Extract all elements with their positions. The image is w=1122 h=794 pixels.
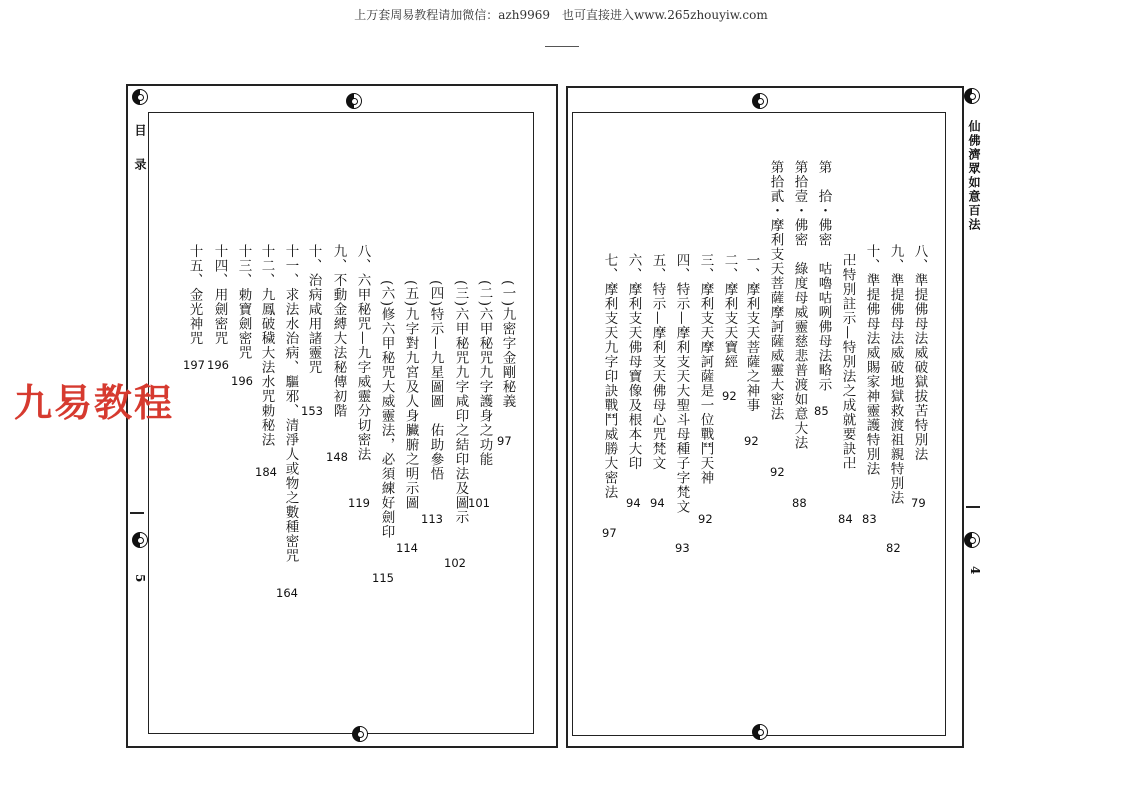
- toc-entry: 七、摩利支天九字印訣戰鬥威勝大密法: [601, 253, 618, 500]
- toc-page-number: 92: [722, 389, 737, 403]
- toc-page-number: 97: [497, 434, 512, 448]
- toc-entry: 五、特示—摩利支天佛母心咒梵文: [649, 253, 666, 471]
- toc-page-number: 92: [770, 465, 785, 479]
- toc-entry: 十三、勅寶劍密咒: [235, 244, 252, 360]
- right-side-rule: [966, 506, 980, 508]
- toc-entry: 二、摩利支天寶經: [721, 253, 738, 369]
- toc-page-number: 164: [276, 586, 298, 600]
- toc-entry: 四、特示—摩利支天大聖斗母種子字梵文: [673, 253, 690, 514]
- toc-page-number: 115: [372, 571, 394, 585]
- toc-entry: 卍特別註示—特別法之成就要訣卍: [839, 253, 856, 471]
- toc-entry: 十、準提佛母法威賜家神靈護特別法: [863, 244, 880, 476]
- toc-page-number: 88: [792, 496, 807, 510]
- watermark-text: 九易教程: [14, 381, 175, 425]
- toc-entry: 十五、金光神咒: [186, 244, 203, 346]
- toc-page-number: 114: [396, 541, 418, 555]
- toc-entry: (二)六甲秘咒九字護身之功能: [476, 280, 493, 467]
- toc-page-number: 148: [326, 450, 348, 464]
- top-divider: [545, 46, 579, 47]
- left-side-rule: [130, 512, 144, 514]
- left-page-number: 5: [133, 574, 147, 583]
- toc-page-number: 113: [421, 512, 443, 526]
- toc-page-number: 85: [814, 404, 829, 418]
- toc-entry: 一、摩利支天菩薩之神事: [743, 253, 760, 413]
- toc-page-number: 102: [444, 556, 466, 570]
- toc-page-number: 119: [348, 496, 370, 510]
- toc-page-number: 101: [468, 496, 490, 510]
- toc-page-number: 197: [183, 358, 205, 372]
- taiji-icon: [752, 93, 768, 109]
- toc-page-number: 79: [911, 496, 926, 510]
- toc-entry: 第拾壹・佛密 綠度母威靈慈悲普渡如意大法: [791, 160, 808, 450]
- toc-page-number: 94: [650, 496, 665, 510]
- toc-entry: 第 拾・佛密 咕嚕咕咧佛母法略示: [815, 160, 832, 392]
- toc-page-number: 184: [255, 465, 277, 479]
- toc-entry: 九、不動金縛大法秘傳初階: [330, 244, 347, 418]
- toc-page-number: 84: [838, 512, 853, 526]
- toc-page-number: 92: [698, 512, 713, 526]
- toc-entry: 十一、求法水治病、驅邪、清淨人或物之數種密咒: [282, 244, 299, 563]
- taiji-icon: [346, 93, 362, 109]
- toc-page-number: 83: [862, 512, 877, 526]
- taiji-icon: [132, 532, 148, 548]
- toc-entry: (六)修六甲秘咒大威靈法，必須練好劍印: [378, 280, 395, 540]
- taiji-icon: [352, 726, 368, 742]
- toc-entry: 十四、用劍密咒: [211, 244, 228, 346]
- toc-entry: 八、準提佛母法威破獄拔苦特別法: [911, 244, 928, 462]
- right-page-number: 4: [968, 566, 982, 575]
- toc-entry: 六、摩利支天佛母寶像及根本大印: [625, 253, 642, 471]
- right-side-title: 仙佛濟眾如意百法: [967, 120, 981, 232]
- toc-entry: 八、六甲秘咒—九字威靈分切密法: [354, 244, 371, 462]
- left-side-title: 目录: [133, 124, 147, 192]
- toc-entry: 三、摩利支天摩訶薩是一位戰鬥天神: [697, 253, 714, 485]
- toc-entry: (四)特示—九星圖圖 佑助參悟: [427, 280, 444, 482]
- toc-page-number: 94: [626, 496, 641, 510]
- toc-entry: (一)九密字金剛秘義: [499, 280, 516, 409]
- toc-page-number: 82: [886, 541, 901, 555]
- toc-page-number: 196: [231, 374, 253, 388]
- toc-page-number: 153: [301, 404, 323, 418]
- toc-entry: 十二、九鳳破穢大法水咒勅秘法: [258, 244, 275, 447]
- toc-entry: 十、治病咸用諸靈咒: [305, 244, 322, 375]
- toc-entry: 第拾貳・摩利支天菩薩摩訶薩威靈大密法: [767, 160, 784, 421]
- taiji-icon: [964, 532, 980, 548]
- toc-page-number: 93: [675, 541, 690, 555]
- taiji-icon: [132, 89, 148, 105]
- toc-entry: (五)九字對九宮及人身臟腑之明示圖: [402, 280, 419, 511]
- toc-entry: (三)六甲秘咒九字咸印之結印法及圖示: [452, 280, 469, 525]
- toc-entry: 九、準提佛母法威破地獄救渡祖親特別法: [887, 244, 904, 505]
- toc-page-number: 196: [207, 358, 229, 372]
- toc-page-number: 97: [602, 526, 617, 540]
- taiji-icon: [752, 724, 768, 740]
- taiji-icon: [964, 88, 980, 104]
- toc-page-number: 92: [744, 434, 759, 448]
- header-banner: 上万套周易教程请加微信：azh9969 也可直接进入www.265zhouyiw.com: [354, 8, 768, 22]
